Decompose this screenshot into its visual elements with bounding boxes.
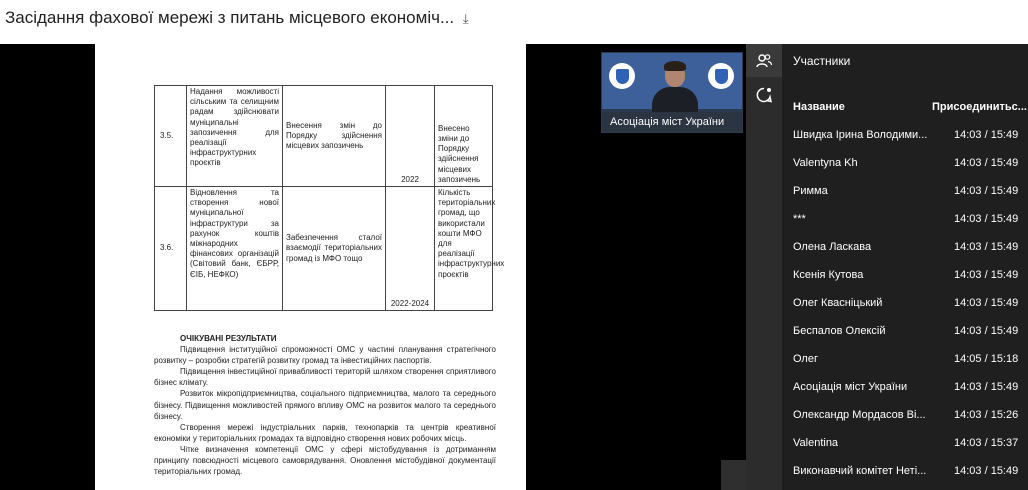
participant-name: Valentyna Kh (793, 157, 858, 169)
participant-time: 14:03 / 15:26 (954, 409, 1019, 421)
participant-name: Олена Ласкава (793, 241, 872, 253)
association-logo-icon (609, 63, 635, 89)
participant-time: 14:03 / 15:49 (954, 325, 1019, 337)
participant-row[interactable] (782, 206, 1028, 234)
column-header-name[interactable]: Название (793, 101, 845, 113)
meeting-title (5, 8, 469, 28)
participant-row[interactable] (782, 402, 1028, 430)
participant-row[interactable] (782, 374, 1028, 402)
participant-row[interactable] (782, 234, 1028, 262)
shared-document (95, 44, 526, 490)
participants-title: Участники (793, 54, 851, 68)
row-task: Надання можливості сільським та селищним радам здійснювати муніципальні запозичення для реалізації інфраструктурних проєктів (187, 86, 283, 187)
results-paragraph: Чітке визначення компетенції ОМС у сфері містобудування із дотриманням принципу повсюдності місцевого самоврядування. Оновлення містобудівної документації територіальних громад. (154, 444, 496, 477)
video-tile[interactable] (601, 52, 743, 133)
row-number: 3.6. (155, 187, 187, 311)
chat-icon[interactable] (755, 86, 773, 104)
participant-row[interactable] (782, 290, 1028, 318)
results-paragraph: Створення мережі індустріальних парків, технопарків та центрів креативної економіки у територіальних громадах та відповідно створення нових робочих місць. (154, 422, 496, 443)
row-indicator: Внесено зміни до Порядку здійснення місцевих запозичень (435, 86, 493, 187)
participant-name: Олег Квасніцький (793, 297, 883, 309)
participant-name: Асоціація міст України (793, 381, 908, 393)
participant-time: 14:03 / 15:49 (954, 241, 1019, 253)
participant-row[interactable] (782, 122, 1028, 150)
association-logo-icon (708, 63, 734, 89)
participant-name: Олександр Мордасов Ві... (793, 409, 926, 421)
participant-time: 14:03 / 15:49 (954, 157, 1019, 169)
top-bar (0, 0, 1028, 44)
table-row (155, 86, 493, 187)
row-measure: Забезпечення сталої взаємодії територіальних громад із МФО тощо (283, 187, 386, 311)
row-task: Відновлення та створення нової муніципальної інфраструктури за рахунок коштів міжнародних фінансових організацій (Світовий банк, ЄБРР, ЄІБ, НЕФКО) (187, 187, 283, 311)
participant-name: Ксенія Кутова (793, 269, 864, 281)
participant-name: Беспалов Олексій (793, 325, 886, 337)
participant-row[interactable] (782, 318, 1028, 346)
column-header-joined[interactable]: Присоединитьс... (932, 101, 1027, 113)
participant-row[interactable] (782, 458, 1028, 486)
results-paragraph: Розвиток мікропідприємництва, соціального підприємництва, малого та середнього бізнесу. Підвищення можливостей прямого впливу ОМС на розвиток малого та середнього бізнесу. (154, 389, 496, 421)
participant-row[interactable] (782, 346, 1028, 374)
stage-scroll-handle[interactable] (721, 460, 746, 490)
participant-time: 14:03 / 15:49 (954, 381, 1019, 393)
side-rail (746, 44, 782, 490)
participant-time: 14:03 / 15:49 (954, 297, 1019, 309)
participant-time: 14:03 / 15:49 (954, 129, 1019, 141)
plan-table (154, 85, 505, 311)
participant-row[interactable] (782, 262, 1028, 290)
participant-name: Виконавчий комітет Неті... (793, 465, 927, 477)
row-indicator: Кількість територіальних громад, що використали кошти МФО для реалізації інфраструктурних проєктів (435, 187, 493, 311)
participant-time: 14:03 / 15:37 (954, 437, 1019, 449)
participant-name: Швидка Ірина Володими... (793, 129, 928, 141)
results-paragraph: Підвищення інституційної спроможності ОМС у частині планування стратегічного розвитку – розробки стратегій розвитку громад та інвестиційних паспортів. (154, 345, 496, 366)
participant-time: 14:03 / 15:49 (954, 465, 1019, 477)
row-year: 2022 (386, 86, 435, 187)
participant-row[interactable] (782, 150, 1028, 178)
participant-row[interactable] (782, 178, 1028, 206)
participant-name: Valentina (793, 437, 839, 449)
participant-time: 14:05 / 15:18 (954, 353, 1019, 365)
participant-name: Римма (793, 185, 828, 197)
row-measure: Внесення змін до Порядку здійснення місцевих запозичень (283, 86, 386, 187)
row-year: 2022-2024 (386, 187, 435, 311)
participant-name: Олег (793, 353, 818, 365)
participants-panel (782, 44, 1028, 490)
download-icon[interactable]: ⤓ (462, 11, 469, 26)
expected-results (154, 333, 496, 477)
participant-video (652, 61, 698, 117)
participant-time: 14:03 / 15:49 (954, 213, 1019, 225)
table-row (155, 187, 493, 311)
participant-row[interactable] (782, 430, 1028, 458)
participant-time: 14:03 / 15:49 (954, 185, 1019, 197)
results-paragraph: Підвищення інвестиційної привабливості територій шляхом створення сприятливого бізнес клімату. (154, 367, 496, 388)
row-number: 3.5. (155, 86, 187, 187)
participant-time: 14:03 / 15:49 (954, 269, 1019, 281)
meeting-title-text: Засідання фахової мережі з питань місцевого економіч... (5, 8, 455, 27)
results-heading: ОЧІКУВАНІ РЕЗУЛЬТАТИ (180, 334, 277, 343)
people-icon[interactable] (755, 52, 773, 70)
video-tile-caption: Асоціація міст України (602, 112, 742, 132)
participant-name: *** (793, 213, 806, 225)
